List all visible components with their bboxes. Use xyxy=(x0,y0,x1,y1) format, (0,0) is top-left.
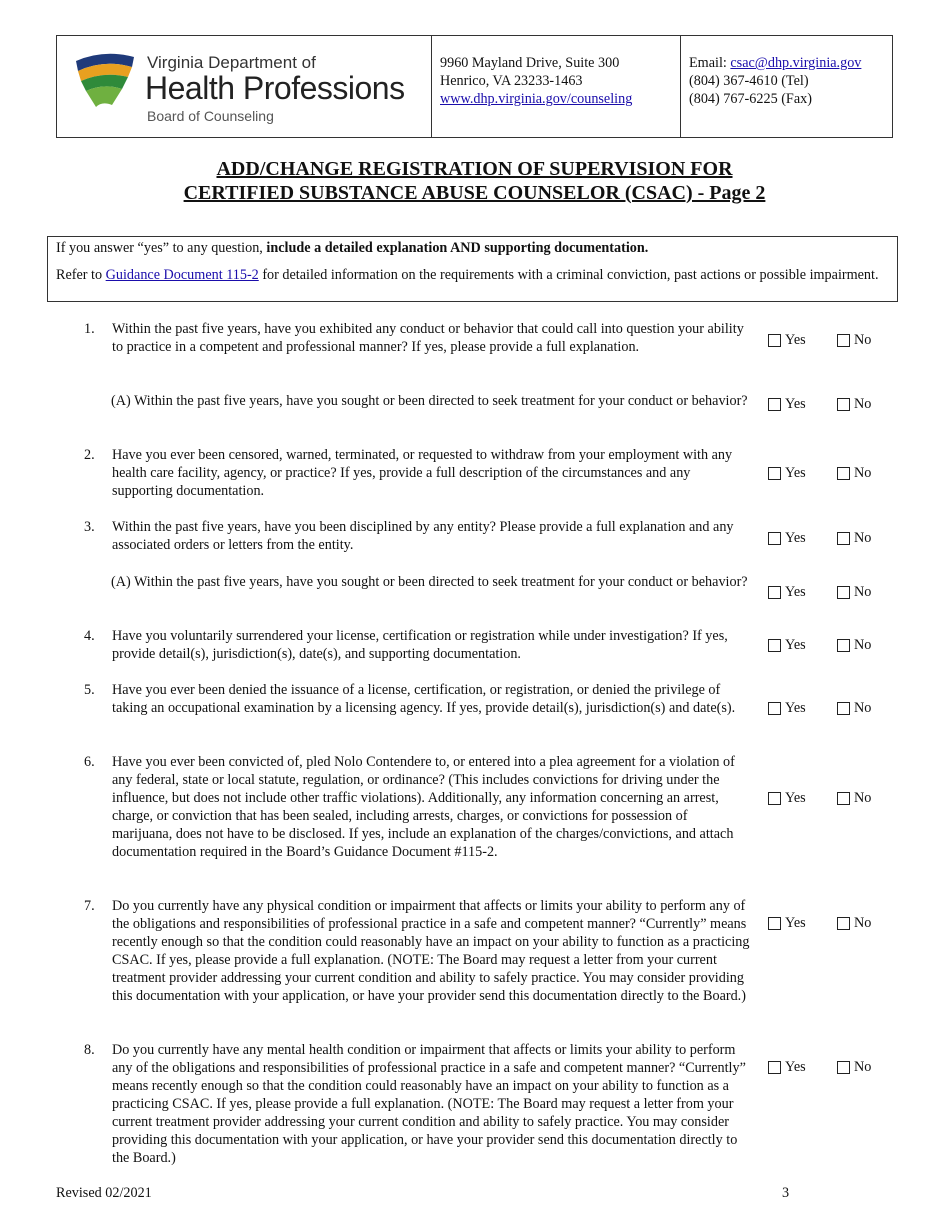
tel-number: (804) 367-4610 (Tel) xyxy=(689,73,809,89)
yes-label: Yes xyxy=(785,465,806,481)
contact-cell xyxy=(681,36,892,137)
title-line1: ADD/CHANGE REGISTRATION OF SUPERVISION FOR xyxy=(216,158,733,180)
no-option[interactable] xyxy=(837,1058,871,1076)
website-link[interactable]: www.dhp.virginia.gov/counseling xyxy=(440,91,633,107)
checkbox[interactable] xyxy=(837,1061,850,1074)
question-text: Have you ever been censored, warned, terminated, or requested to withdraw from your employment with any health care facility, agency, or practice? If yes, provide a full description of the circumstances and any supporting documentation. xyxy=(112,447,733,499)
instructions-box xyxy=(47,236,898,302)
logo-line3: Board of Counseling xyxy=(147,108,274,124)
checkbox[interactable] xyxy=(768,917,781,930)
question-text: Have you ever been convicted of, pled Nolo Contendere to, or entered into a plea agreement for a violation of any federal, state or local statute, regulation, or ordinance? (This includes convictions for driving under the influence, but does not include other traffic violations). Additionally, any information concerning an arrest, charge, or conviction that has been sealed, including arrests, charges, or convictions for possession of marijuana, does not have to be disclosed. If yes, include an explanation of the charges/convictions, and attach documentation required in the Board’s Guidance Document #115-2. xyxy=(112,754,735,860)
address-line1: 9960 Mayland Drive, Suite 300 xyxy=(440,55,620,71)
question-text: (A) Within the past five years, have you sought or been directed to seek treatment for your conduct or behavior? xyxy=(111,574,748,590)
checkbox[interactable] xyxy=(837,532,850,545)
checkbox[interactable] xyxy=(768,702,781,715)
question-number: 3. xyxy=(84,519,95,535)
yes-label: Yes xyxy=(785,790,806,806)
note-p1-bold: include a detailed explanation AND supporting documentation. xyxy=(266,240,649,256)
checkbox[interactable] xyxy=(837,639,850,652)
email-label: Email: xyxy=(689,55,731,71)
no-option[interactable] xyxy=(837,914,871,932)
yes-label: Yes xyxy=(785,584,806,600)
no-label: No xyxy=(854,332,872,348)
yes-label: Yes xyxy=(785,396,806,412)
yes-option[interactable] xyxy=(768,331,806,349)
yes-option[interactable] xyxy=(768,789,806,807)
no-option[interactable] xyxy=(837,331,871,349)
yes-option[interactable] xyxy=(768,529,806,547)
no-option[interactable] xyxy=(837,636,871,654)
note-p2-suffix: for detailed information on the requirements with a criminal conviction, past actions or possible impairment. xyxy=(258,267,879,283)
question-text: Have you ever been denied the issuance of a license, certification, or registration, or denied the privilege of taking an occupational examination by a licensing agency. If yes, provide detail(s), jurisdiction(s) and date(s). xyxy=(112,682,736,716)
note-p1-prefix: If you answer “yes” to any question, xyxy=(56,240,267,256)
checkbox[interactable] xyxy=(768,334,781,347)
checkbox[interactable] xyxy=(768,398,781,411)
title-line2: CERTIFIED SUBSTANCE ABUSE COUNSELOR (CSAC) - Page 2 xyxy=(183,182,766,204)
checkbox[interactable] xyxy=(768,1061,781,1074)
no-option[interactable] xyxy=(837,529,871,547)
no-label: No xyxy=(854,915,872,931)
question-text: Within the past five years, have you been disciplined by any entity? Please provide a full explanation and any associated orders or letters from the entity. xyxy=(112,519,734,553)
no-label: No xyxy=(854,584,872,600)
checkbox[interactable] xyxy=(768,586,781,599)
note-p2-prefix: Refer to xyxy=(56,267,106,283)
no-label: No xyxy=(854,1059,872,1075)
fax-number: (804) 767-6225 (Fax) xyxy=(689,91,812,107)
yes-option[interactable] xyxy=(768,699,806,717)
checkbox[interactable] xyxy=(768,792,781,805)
yes-option[interactable] xyxy=(768,914,806,932)
address-line2: Henrico, VA 23233-1463 xyxy=(440,73,583,89)
yes-option[interactable] xyxy=(768,395,806,413)
revision-date: Revised 02/2021 xyxy=(56,1185,152,1201)
no-option[interactable] xyxy=(837,583,871,601)
yes-label: Yes xyxy=(785,637,806,653)
question-number: 6. xyxy=(84,754,95,770)
question-number: 1. xyxy=(84,321,95,337)
question-text: Do you currently have any mental health condition or impairment that affects or limits your ability to perform any of the obligations and responsibilities of professional practice in a safe and competent manner? “Currently” means recently enough so that the condition could reasonably have an impact on your ability to function as a practicing CSAC. If yes, please provide a full explanation. (NOTE: The Board may request a letter from your current treatment provider addressing your current condition and ability to safely practice. You may consider providing this documentation with your application, or have your provider send this documentation directly to the Board.) xyxy=(112,1042,746,1166)
page-number: 3 xyxy=(782,1185,790,1201)
logo-cell xyxy=(57,36,432,137)
yes-option[interactable] xyxy=(768,1058,806,1076)
yes-label: Yes xyxy=(785,915,806,931)
checkbox[interactable] xyxy=(837,702,850,715)
checkbox[interactable] xyxy=(837,398,850,411)
address-cell xyxy=(432,36,681,137)
yes-label: Yes xyxy=(785,530,806,546)
no-option[interactable] xyxy=(837,699,871,717)
logo-line1: Virginia Department of xyxy=(147,53,316,72)
question-number: 7. xyxy=(84,898,95,914)
no-label: No xyxy=(854,637,872,653)
no-label: No xyxy=(854,396,872,412)
checkbox[interactable] xyxy=(768,639,781,652)
no-label: No xyxy=(854,790,872,806)
question-text: (A) Within the past five years, have you sought or been directed to seek treatment for your conduct or behavior? xyxy=(111,393,748,409)
checkbox[interactable] xyxy=(837,792,850,805)
no-option[interactable] xyxy=(837,789,871,807)
letterhead xyxy=(56,35,893,138)
yes-label: Yes xyxy=(785,1059,806,1075)
checkbox[interactable] xyxy=(768,532,781,545)
checkbox[interactable] xyxy=(837,917,850,930)
checkbox[interactable] xyxy=(837,586,850,599)
checkbox[interactable] xyxy=(837,467,850,480)
guidance-document-link[interactable]: Guidance Document 115-2 xyxy=(105,267,259,283)
dhp-logo-icon xyxy=(74,51,136,109)
question-text: Within the past five years, have you exhibited any conduct or behavior that could call into question your ability to practice in a competent and professional manner? If yes, please provide a full explanation. xyxy=(112,321,744,355)
yes-label: Yes xyxy=(785,332,806,348)
page-title xyxy=(56,157,893,205)
question-number: 5. xyxy=(84,682,95,698)
yes-option[interactable] xyxy=(768,464,806,482)
no-option[interactable] xyxy=(837,464,871,482)
question-number: 2. xyxy=(84,447,95,463)
checkbox[interactable] xyxy=(768,467,781,480)
no-label: No xyxy=(854,700,872,716)
no-option[interactable] xyxy=(837,395,871,413)
checkbox[interactable] xyxy=(837,334,850,347)
yes-option[interactable] xyxy=(768,583,806,601)
question-number: 8. xyxy=(84,1042,95,1058)
email-link[interactable]: csac@dhp.virginia.gov xyxy=(730,55,862,71)
question-text: Do you currently have any physical condition or impairment that affects or limits your ability to perform any of the obligations and responsibilities of professional practice in a safe and competent manner? “Currently” means recently enough so that the condition could reasonably have an impact on your ability to function as a practicing CSAC. If yes, please provide a full explanation. (NOTE: The Board may request a letter from your current treatment provider addressing your current condition and ability to safely practice. You may consider providing this documentation with your application, or have your provider send this documentation directly to the Board.) xyxy=(112,898,750,1004)
no-label: No xyxy=(854,530,872,546)
yes-label: Yes xyxy=(785,700,806,716)
question-text: Have you voluntarily surrendered your license, certification or registration while under investigation? If yes, provide detail(s), jurisdiction(s), date(s), and supporting documentation. xyxy=(112,628,728,662)
yes-option[interactable] xyxy=(768,636,806,654)
logo-line2: Health Professions xyxy=(145,70,405,106)
no-label: No xyxy=(854,465,872,481)
question-number: 4. xyxy=(84,628,95,644)
